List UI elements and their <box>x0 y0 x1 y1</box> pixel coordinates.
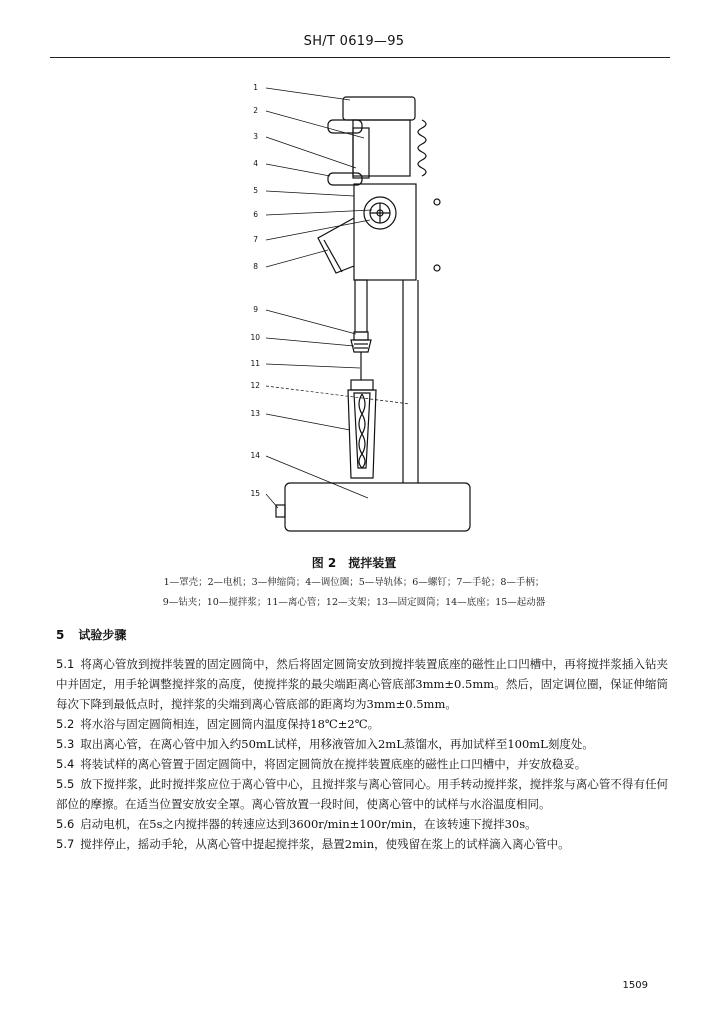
callout-2: 2 <box>253 106 258 115</box>
callout-15: 15 <box>250 489 260 498</box>
paragraph-text: 放下搅拌浆，此时搅拌浆应位于离心管中心，且搅拌浆与离心管同心。用手转动搅拌浆，搅拌浆与离心管不得有任何部位的摩擦。在适当位置安放安全罩。离心管放置一段时间，使离心管中的试样与水浴温度相同。 <box>56 777 668 811</box>
base-part <box>285 483 470 531</box>
callout-5: 5 <box>253 186 258 195</box>
paragraph-number: 5.7 <box>56 837 75 851</box>
cylinder-top <box>351 380 373 390</box>
section-title: 试验步骤 <box>78 628 127 642</box>
figure-caption: 图 2 搅拌装置 <box>311 556 397 570</box>
coil-cable <box>418 120 426 176</box>
figure-legend-line-1: 1—罩壳；2—电机；3—伸缩筒；4—调位圈；5—导轨体；6—螺钉；7—手轮；8—手柄； <box>163 577 545 588</box>
callout-14: 14 <box>250 451 260 460</box>
callout-13: 13 <box>250 409 260 418</box>
callout-1: 1 <box>253 83 258 92</box>
callout-4: 4 <box>253 159 258 168</box>
paragraph-5-6 <box>56 814 668 834</box>
page-number: 1509 <box>622 980 648 991</box>
stirring-apparatus-figure <box>240 68 480 538</box>
paragraph-text: 将水浴与固定圆筒相连，固定圆筒内温度保持18℃±2℃。 <box>80 717 380 731</box>
paragraph-5-2 <box>56 714 668 734</box>
paragraph-text: 搅拌停止，摇动手轮，从离心管中提起搅拌浆，悬置2min，使残留在浆上的试样滴入离心管中。 <box>80 837 570 851</box>
centrifuge-tube-part <box>354 393 370 468</box>
section-number: 5 <box>56 628 65 642</box>
paragraph-text: 取出离心管，在离心管中加入约50mL试样，用移液管加入2mL蒸馏水，再加试样至100mL刻度处。 <box>80 737 594 751</box>
callout-7: 7 <box>253 235 258 244</box>
paragraph-5-1 <box>56 654 668 714</box>
paragraph-number: 5.6 <box>56 817 75 831</box>
page-header: SH/T 0619—95 <box>303 34 405 49</box>
paragraph-number: 5.1 <box>56 657 75 671</box>
callout-12: 12 <box>250 381 260 390</box>
section-heading <box>56 626 126 643</box>
callout-10: 10 <box>250 333 260 342</box>
paragraph-text: 启动电机，在5s之内搅拌器的转速应达到3600r/min±100r/min，在该转速下搅拌30s。 <box>80 817 537 831</box>
adjust-ring-lower <box>328 173 362 185</box>
callout-11: 11 <box>250 359 260 368</box>
figure-legend-line-2: 9—钻夹；10—搅拌浆；11—离心管；12—支架；13—固定圆筒；14—底座；15—起动器 <box>162 597 546 608</box>
paragraph-number: 5.5 <box>56 777 75 791</box>
callout-3: 3 <box>253 132 258 141</box>
paragraph-5-7 <box>56 834 668 854</box>
paragraph-5-4 <box>56 754 668 774</box>
procedure-body <box>56 654 668 854</box>
paragraph-text: 将装试样的离心管置于固定圆筒中，将固定圆筒放在搅拌装置底座的磁性止口凹槽中，并安放稳妥。 <box>80 757 587 771</box>
spindle-part <box>355 280 367 332</box>
header-rule <box>50 57 670 58</box>
paragraph-number: 5.4 <box>56 757 75 771</box>
callout-6: 6 <box>253 210 258 219</box>
callout-8: 8 <box>253 262 258 271</box>
paragraph-text: 将离心管放到搅拌装置的固定圆筒中，然后将固定圆筒安放到搅拌装置底座的磁性止口凹槽中，再将搅拌浆插入钻夹中并固定，用手轮调整搅拌浆的高度，使搅拌浆的最尖端距离心管底部3mm±0.5mm。然后，固定调位圈，保证伸缩筒每次下降到最低点时，搅拌浆的尖端到离心管底部的距离均为3mm±0.5mm。 <box>56 657 668 711</box>
paragraph-5-3 <box>56 734 668 754</box>
paragraph-5-5 <box>56 774 668 814</box>
callout-9: 9 <box>253 305 258 314</box>
cover-part <box>343 97 415 120</box>
paragraph-number: 5.3 <box>56 737 75 751</box>
adjust-ring-upper <box>328 120 362 133</box>
paragraph-number: 5.2 <box>56 717 75 731</box>
